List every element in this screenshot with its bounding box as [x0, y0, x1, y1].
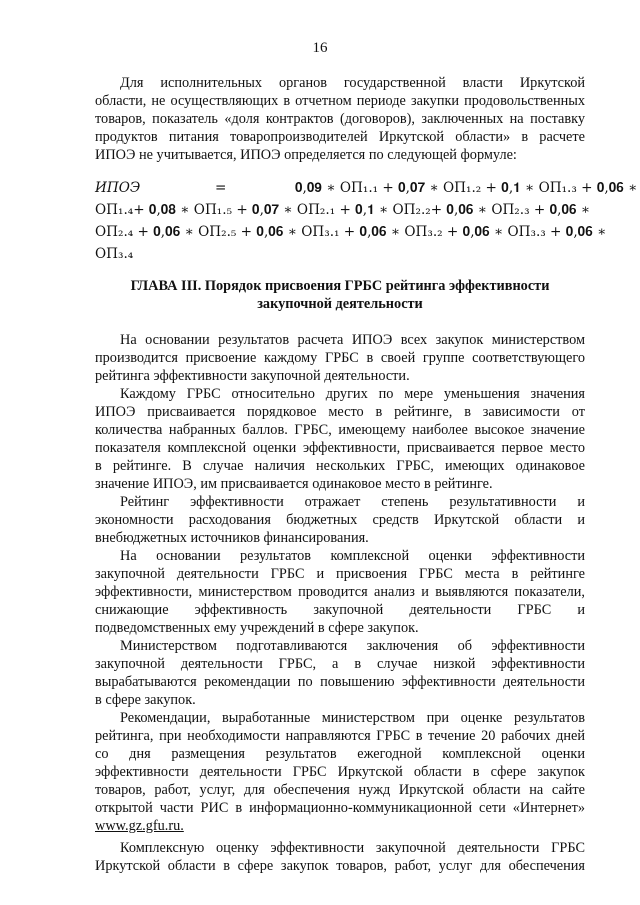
- formula-line: [95, 176, 638, 200]
- page-number: 16: [312, 40, 328, 56]
- body-line: открытой части РИС в информационно-коммуникационной сети «Интернет»: [95, 800, 585, 816]
- body-line: показателя комплексной оценки эффективности, присваивается первое место: [95, 440, 585, 456]
- body-line: ИПОЭ присваивается порядковое место в рейтинге, в зависимости от: [95, 404, 585, 420]
- intro-line: продуктов питания товаропроизводителей Иркутской области» в расчете: [95, 129, 585, 145]
- chapter-heading: закупочной деятельности: [257, 296, 423, 312]
- body-line: подведомственных ему учреждений в сфере закупок.: [95, 620, 419, 636]
- body-line: Рейтинг эффективности отражает степень результативности и: [120, 494, 585, 510]
- intro-line: товаров, показатель «доля контрактов (договоров), заключенных на поставку: [95, 111, 585, 127]
- intro-line: ИПОЭ не учитывается, ИПОЭ определяется по следующей формуле:: [95, 147, 517, 163]
- body-line: закупочной деятельности ГРБС, а в случае низкой эффективности: [95, 656, 585, 672]
- formula-line: ОП₂.₄ + 𝟎,𝟎𝟔 ∗ ОП₂.₅ + 𝟎,𝟎𝟔 ∗ ОП₃.₁ + 𝟎,𝟎𝟔 ∗ ОП₃.₂ + 𝟎,𝟎𝟔 ∗ ОП₃.₃ + 𝟎,𝟎𝟔 ∗: [95, 224, 607, 240]
- body-line: вырабатываются рекомендации по повышению эффективности деятельности: [95, 674, 585, 690]
- body-line: Министерством подготавливаются заключения об эффективности: [120, 638, 585, 654]
- body-line: эффективности деятельности ГРБС Иркутской области в сфере закупок: [95, 764, 585, 780]
- intro-line: области, не осуществляющих в отчетном периоде закупки продовольственных: [95, 93, 585, 109]
- intro-line: Для исполнительных органов государственной власти Иркутской: [120, 75, 585, 91]
- body-line: экономности расходования бюджетных средств Иркутской области и: [95, 512, 585, 528]
- body-line: рейтинга эффективности закупочной деятельности.: [95, 368, 410, 384]
- formula-line: ОП₃.₄: [95, 246, 134, 262]
- body-line: закупочной деятельности ГРБС и присвоения ГРБС места в рейтинге: [95, 566, 585, 582]
- formula-expression: 𝟎,𝟎𝟗 ∗ ОП₁.₁ + 𝟎,𝟎𝟕 ∗ ОП₁.₂ + 𝟎,𝟏 ∗ ОП₁.₃ + 𝟎,𝟎𝟔 ∗: [295, 180, 638, 196]
- body-line: со дня размещения результатов ежегодной комплексной оценки: [95, 746, 585, 762]
- body-line: Рекомендации, выработанные министерством при оценке результатов: [120, 710, 585, 726]
- formula-equals: =: [215, 180, 227, 196]
- body-line: в рейтинге. В случае наличия нескольких ГРБС, имеющих одинаковое: [95, 458, 585, 474]
- formula-label: ИПОЭ: [95, 180, 141, 196]
- body-line: количества набранных баллов. ГРБС, имеющему наиболее высокое значение: [95, 422, 585, 438]
- body-line: Каждому ГРБС относительно других по мере уменьшения значения: [120, 386, 585, 402]
- chapter-heading: ГЛАВА III. Порядок присвоения ГРБС рейтинга эффективности: [130, 278, 550, 294]
- body-line: рейтинга, при необходимости направляются ГРБС в течение 20 рабочих дней: [95, 728, 585, 744]
- body-line: Иркутской области в сфере закупок товаров, работ, услуг для обеспечения: [95, 858, 585, 874]
- website-link[interactable]: www.gz.gfu.ru.: [95, 818, 184, 834]
- body-line: товаров, работ, услуг, для обеспечения нужд Иркутской области на сайте: [95, 782, 585, 798]
- body-line: в сфере закупок.: [95, 692, 196, 708]
- body-line: На основании результатов комплексной оценки эффективности: [120, 548, 585, 564]
- body-line: Комплексную оценку эффективности закупочной деятельности ГРБС: [120, 840, 585, 856]
- body-line: внебюджетных источников финансирования.: [95, 530, 369, 546]
- formula-line: ОП₁.₄+ 𝟎,𝟎𝟖 ∗ ОП₁.₅ + 𝟎,𝟎𝟕 ∗ ОП₂.₁ + 𝟎,𝟏 ∗ ОП₂.₂+ 𝟎,𝟎𝟔 ∗ ОП₂.₃ + 𝟎,𝟎𝟔 ∗: [95, 202, 591, 218]
- body-line: эффективности, министерством проводится анализ и выявляются показатели,: [95, 584, 585, 600]
- body-line: снижающие эффективность закупочной деятельности ГРБС и: [95, 602, 585, 618]
- body-line: значение ИПОЭ, им присваивается одинаковое место в рейтинге.: [95, 476, 493, 492]
- body-line: производится присвоение каждому ГРБС в своей группе соответствующего: [95, 350, 585, 366]
- body-line: На основании результатов расчета ИПОЭ всех закупок министерством: [120, 332, 585, 348]
- body-line: [95, 817, 585, 835]
